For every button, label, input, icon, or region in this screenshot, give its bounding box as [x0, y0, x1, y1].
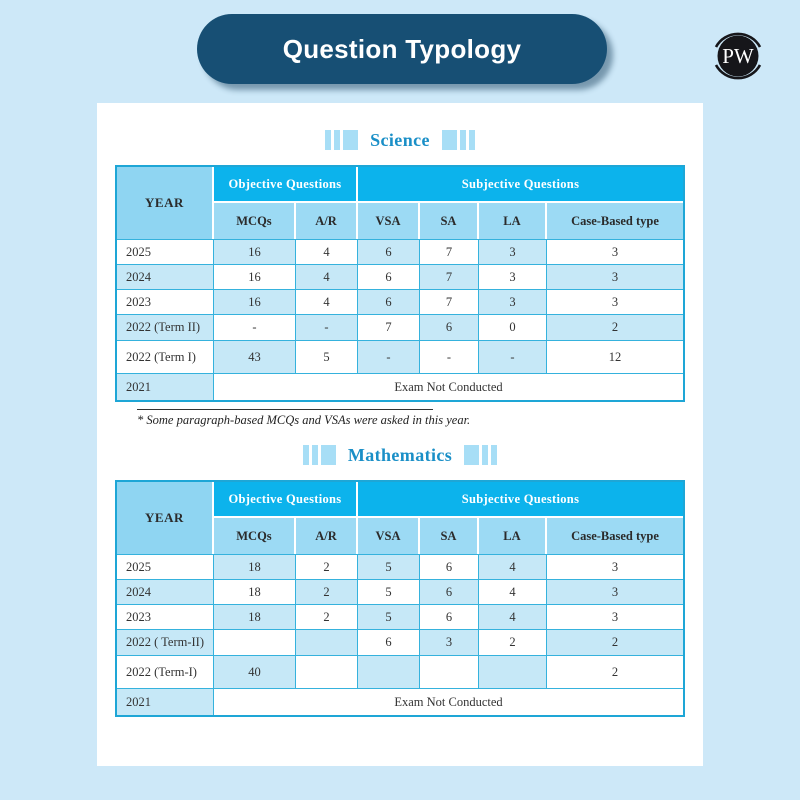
value-cell: 7 — [358, 314, 420, 340]
value-cell: 18 — [214, 604, 296, 629]
value-cell: 6 — [358, 629, 420, 655]
title-bars-right-icon — [464, 445, 497, 465]
year-column-header: YEAR — [117, 167, 214, 239]
value-cell: 4 — [296, 264, 358, 289]
table-row — [117, 264, 683, 289]
value-cell: 6 — [420, 579, 479, 604]
year-cell: 2025 — [117, 239, 214, 264]
ar-column-header: A/R — [296, 518, 358, 554]
year-cell: 2021 — [117, 373, 214, 400]
table-row — [117, 340, 683, 373]
value-cell: 2 — [547, 314, 683, 340]
mathematics-title-text: Mathematics — [347, 444, 453, 465]
title-bars-right-icon — [442, 130, 475, 150]
mcqs-column-header: MCQs — [214, 518, 296, 554]
value-cell: 6 — [358, 264, 420, 289]
table-row — [117, 579, 683, 604]
science-table-body — [117, 239, 683, 400]
value-cell: 6 — [420, 314, 479, 340]
value-cell: - — [479, 340, 547, 373]
mathematics-table-head — [117, 482, 683, 554]
year-cell: 2024 — [117, 264, 214, 289]
value-cell — [296, 655, 358, 688]
subjective-questions-header: Subjective Questions — [358, 167, 683, 203]
footnote-separator — [137, 409, 433, 410]
value-cell: 4 — [296, 289, 358, 314]
merged-value-cell: Exam Not Conducted — [214, 373, 683, 400]
value-cell: - — [296, 314, 358, 340]
value-cell: 5 — [296, 340, 358, 373]
value-cell: 4 — [479, 604, 547, 629]
value-cell: 16 — [214, 289, 296, 314]
year-column-header: YEAR — [117, 482, 214, 554]
value-cell: 3 — [547, 289, 683, 314]
title-banner — [197, 14, 607, 84]
table-row — [117, 239, 683, 264]
year-cell: 2022 (Term-I) — [117, 655, 214, 688]
value-cell: 16 — [214, 264, 296, 289]
science-table — [115, 165, 685, 402]
value-cell: 4 — [479, 579, 547, 604]
page-title: Question Typology — [282, 33, 522, 64]
value-cell: 3 — [547, 554, 683, 579]
value-cell: 18 — [214, 554, 296, 579]
ar-column-header: A/R — [296, 203, 358, 239]
value-cell: 12 — [547, 340, 683, 373]
value-cell: 2 — [479, 629, 547, 655]
value-cell: 6 — [420, 604, 479, 629]
vsa-column-header: VSA — [358, 203, 420, 239]
value-cell — [358, 655, 420, 688]
value-cell: 4 — [479, 554, 547, 579]
value-cell: 4 — [296, 239, 358, 264]
year-cell: 2023 — [117, 289, 214, 314]
pw-logo-icon — [710, 28, 766, 84]
mcqs-column-header: MCQs — [214, 203, 296, 239]
value-cell: 40 — [214, 655, 296, 688]
value-cell: 3 — [547, 604, 683, 629]
science-title-text: Science — [370, 129, 430, 150]
value-cell: 3 — [479, 239, 547, 264]
title-bars-left-icon — [303, 445, 336, 465]
value-cell: 3 — [420, 629, 479, 655]
science-table-head — [117, 167, 683, 239]
year-cell: 2021 — [117, 688, 214, 715]
svg-text:PW: PW — [722, 44, 754, 68]
year-cell: 2022 (Term II) — [117, 314, 214, 340]
table-row — [117, 655, 683, 688]
year-cell: 2024 — [117, 579, 214, 604]
value-cell — [296, 629, 358, 655]
objective-questions-header: Objective Questions — [214, 482, 358, 518]
value-cell — [479, 655, 547, 688]
year-cell: 2022 (Term I) — [117, 340, 214, 373]
value-cell: 3 — [547, 579, 683, 604]
value-cell: 2 — [296, 604, 358, 629]
la-column-header: LA — [479, 203, 547, 239]
year-cell: 2022 ( Term-II) — [117, 629, 214, 655]
year-cell: 2023 — [117, 604, 214, 629]
value-cell: 43 — [214, 340, 296, 373]
value-cell: 7 — [420, 239, 479, 264]
vsa-column-header: VSA — [358, 518, 420, 554]
mathematics-section-title — [97, 444, 703, 466]
value-cell: 5 — [358, 604, 420, 629]
pw-logo — [710, 28, 766, 84]
sa-column-header: SA — [420, 518, 479, 554]
value-cell: 5 — [358, 554, 420, 579]
table-row — [117, 314, 683, 340]
content-card — [97, 103, 703, 766]
value-cell: 3 — [547, 239, 683, 264]
value-cell: - — [420, 340, 479, 373]
science-section — [97, 129, 703, 428]
value-cell: 6 — [358, 289, 420, 314]
mathematics-section — [97, 444, 703, 717]
mathematics-table-body — [117, 554, 683, 715]
table-row — [117, 289, 683, 314]
value-cell: 18 — [214, 579, 296, 604]
value-cell: - — [214, 314, 296, 340]
objective-questions-header: Objective Questions — [214, 167, 358, 203]
footnote: * Some paragraph-based MCQs and VSAs were asked in this year. — [137, 413, 471, 427]
table-row — [117, 554, 683, 579]
value-cell: 2 — [547, 629, 683, 655]
subjective-questions-header: Subjective Questions — [358, 482, 683, 518]
value-cell: 6 — [358, 239, 420, 264]
value-cell: 0 — [479, 314, 547, 340]
science-section-title — [97, 129, 703, 151]
value-cell: 7 — [420, 289, 479, 314]
value-cell: - — [358, 340, 420, 373]
merged-value-cell: Exam Not Conducted — [214, 688, 683, 715]
value-cell: 2 — [296, 554, 358, 579]
value-cell: 6 — [420, 554, 479, 579]
value-cell: 7 — [420, 264, 479, 289]
case-based-column-header: Case-Based type — [547, 203, 683, 239]
table-row — [117, 604, 683, 629]
value-cell: 2 — [547, 655, 683, 688]
mathematics-table — [115, 480, 685, 717]
value-cell — [214, 629, 296, 655]
value-cell — [420, 655, 479, 688]
value-cell: 16 — [214, 239, 296, 264]
value-cell: 3 — [479, 289, 547, 314]
value-cell: 2 — [296, 579, 358, 604]
table-row — [117, 688, 683, 715]
sa-column-header: SA — [420, 203, 479, 239]
la-column-header: LA — [479, 518, 547, 554]
year-cell: 2025 — [117, 554, 214, 579]
value-cell: 3 — [479, 264, 547, 289]
title-bars-left-icon — [325, 130, 358, 150]
case-based-column-header: Case-Based type — [547, 518, 683, 554]
table-row — [117, 373, 683, 400]
value-cell: 5 — [358, 579, 420, 604]
value-cell: 3 — [547, 264, 683, 289]
table-row — [117, 629, 683, 655]
